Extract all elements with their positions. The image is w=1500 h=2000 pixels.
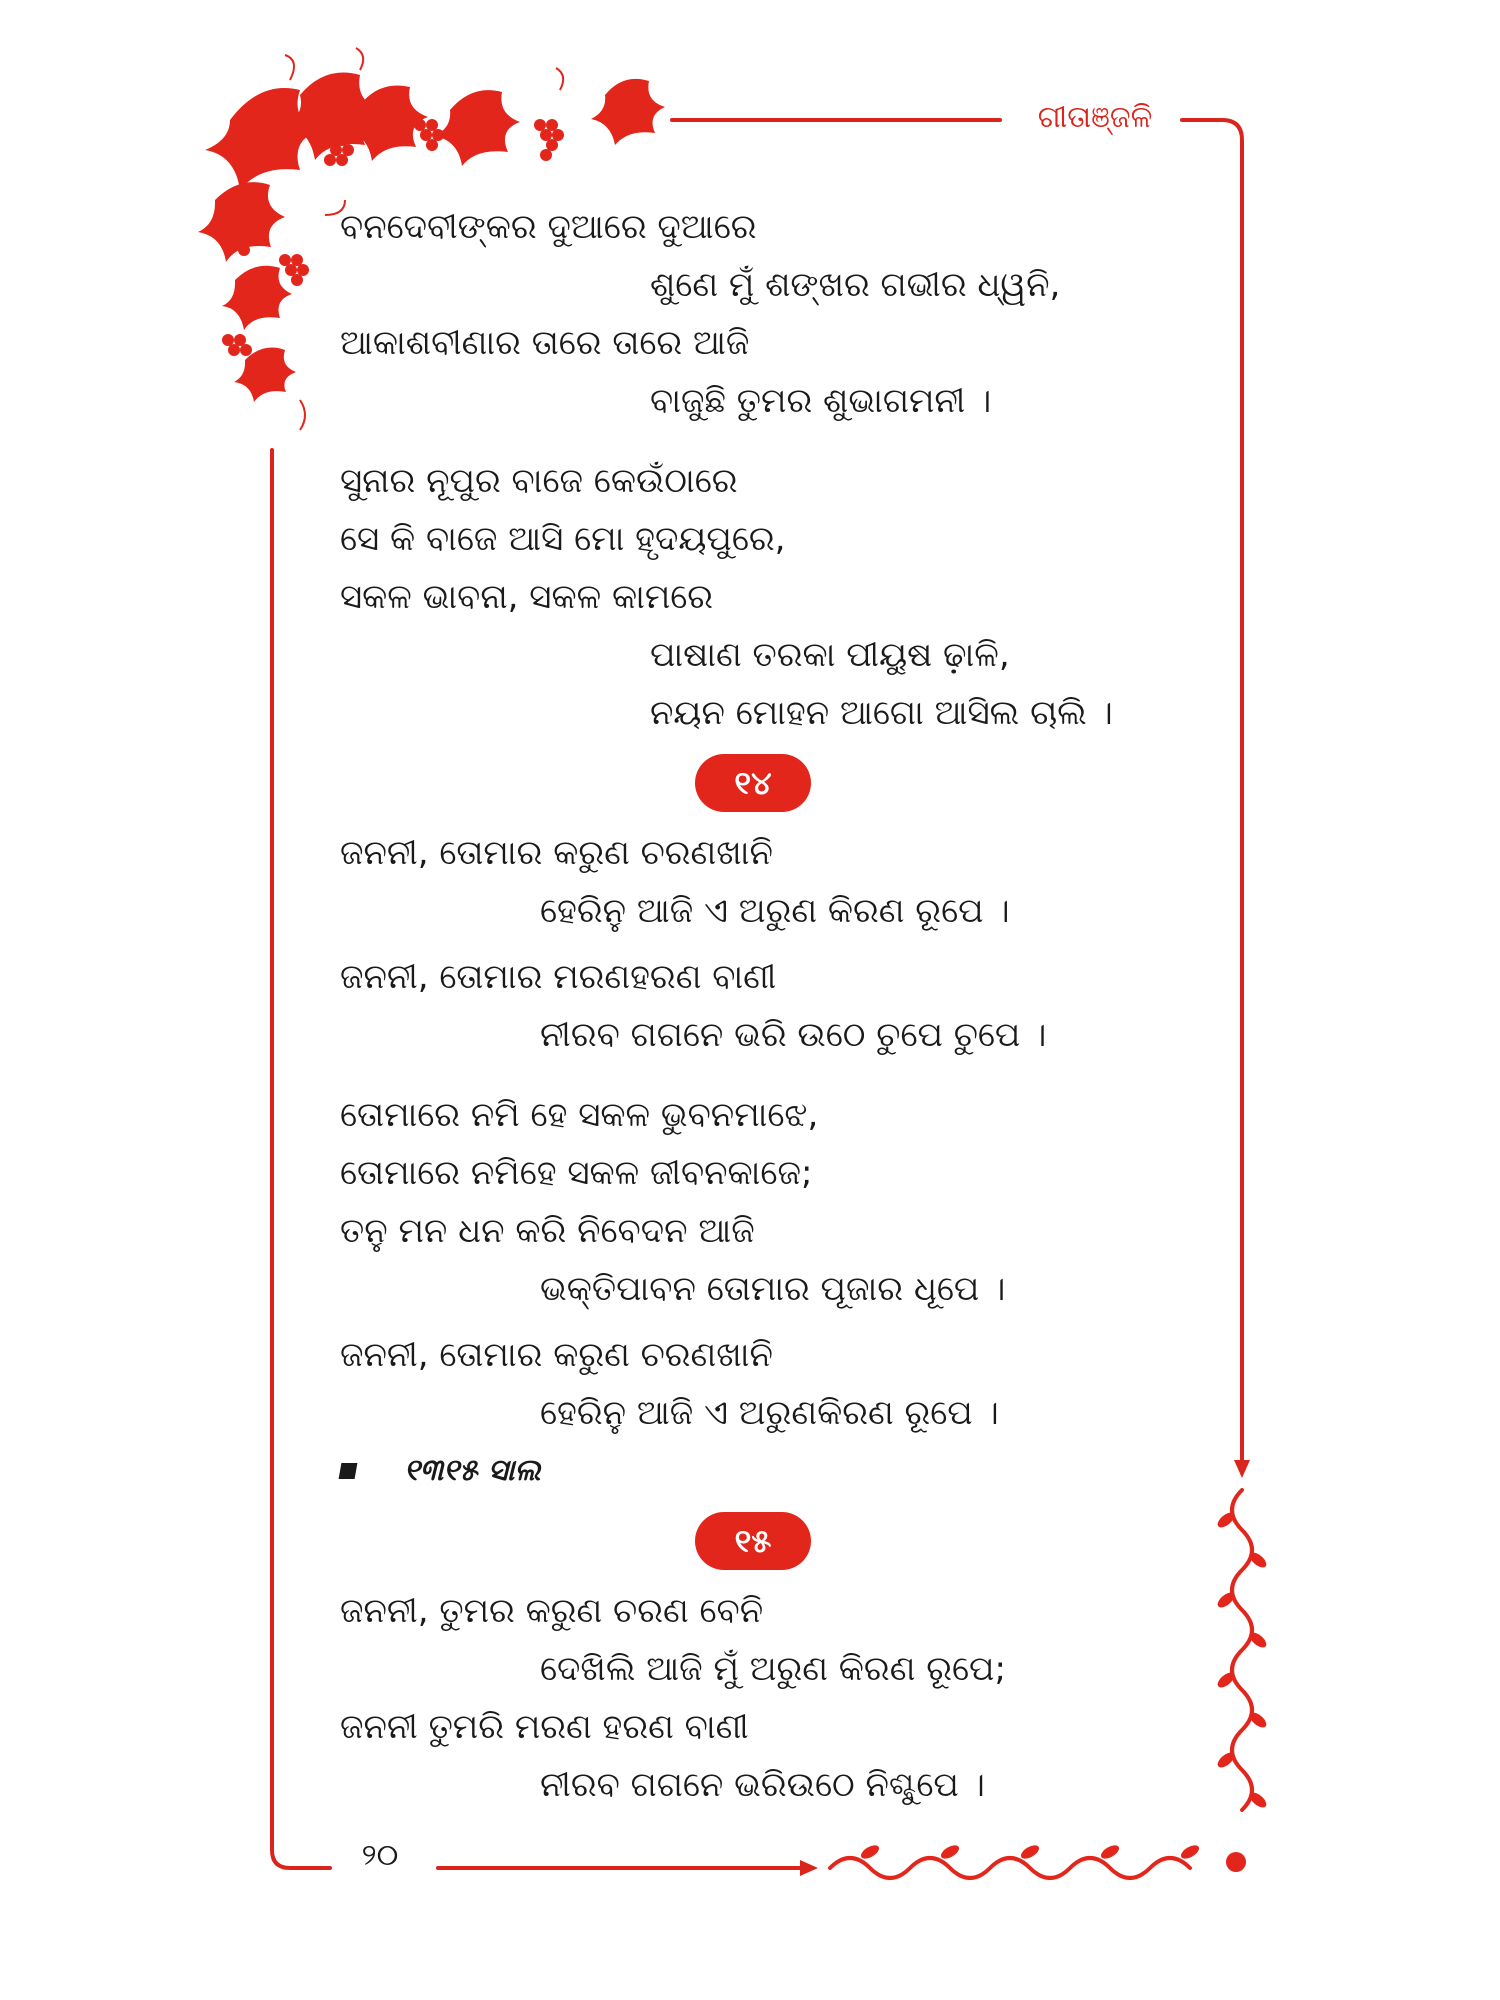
poem-15-stanza-1 xyxy=(340,1582,1200,1814)
poem-14-header xyxy=(340,742,1200,824)
poem-line: ଶୁଣେ ମୁଁ ଶଙ୍ଖର ଗଭୀର ଧ୍ୱନି, xyxy=(650,265,1061,305)
poem-line: ଭକ୍ତିପାବନ ତୋମାର ପୂଜାର ଧୂପେ । xyxy=(540,1269,1006,1309)
poem-14-stanza-4 xyxy=(340,1326,1200,1442)
poem-line: ପାଷାଣ ତରକା ପୀୟୁଷ ଢ଼ାଳି, xyxy=(650,635,1010,675)
date-note xyxy=(340,1442,1200,1500)
poem-line: ତନୁ ମନ ଧନ କରି ନିବେଦନ ଆଜି xyxy=(340,1211,755,1251)
poem-line: ହେରିନୁ ଆଜି ଏ ଅରୁଣ କିରଣ ରୂପେ । xyxy=(540,891,1010,931)
poem-line: ଜନନୀ, ତୁମର କରୁଣ ଚରଣ ବେନି xyxy=(340,1591,764,1631)
poem-line: ଜନନୀ, ତୋମାର କରୁଣ ଚରଣଖାନି xyxy=(340,1335,773,1375)
poem-line: ଜନନୀ, ତୋମାର କରୁଣ ଚରଣଖାନି xyxy=(340,833,773,873)
poem-number-badge: ୧୪ xyxy=(695,754,811,812)
poem-14-stanza-1 xyxy=(340,824,1200,940)
page-content xyxy=(340,198,1200,1814)
poem-line: ନୀରବ ଗଗନେ ଭରି ଉଠେ ଚୁପେ ଚୁପେ । xyxy=(540,1015,1047,1055)
poem-line: ଆକାଶବୀଣାର ତାରେ ତାରେ ଆଜି xyxy=(340,323,750,363)
poem-line: ତୋମାରେ ନମି ହେ ସକଳ ଭୁବନମାଝେ, xyxy=(340,1095,819,1135)
poem-line: ସକଳ ଭାବନା, ସକଳ କାମରେ xyxy=(340,577,714,617)
poem-line: ନୀରବ ଗଗନେ ଭରିଉଠେ ନିଶ୍ଚୁପେ । xyxy=(540,1765,985,1805)
poem-14-stanza-2 xyxy=(340,948,1200,1064)
square-bullet-icon xyxy=(339,1463,358,1479)
poem-line: ସୁନାର ନୂପୁର ବାଜେ କେଉଁଠାରେ xyxy=(340,461,738,501)
poem-line: ସେ କି ବାଜେ ଆସି ମୋ ହୃଦୟପୁରେ, xyxy=(340,519,786,559)
running-title: ଗୀତାଞ୍ଜଳି xyxy=(1037,100,1153,135)
poem-line: ବାଜୁଛି ତୁମର ଶୁଭାଗମନୀ । xyxy=(650,381,992,421)
poem-line: ଜନନୀ ତୁମରି ମରଣ ହରଣ ବାଣୀ xyxy=(340,1707,749,1747)
poem-line: ଦେଖିଲି ଆଜି ମୁଁ ଅରୁଣ କିରଣ ରୂପେ; xyxy=(540,1649,1006,1689)
poem-number-badge: ୧୫ xyxy=(695,1512,811,1570)
poem-line: ତୋମାରେ ନମିହେ ସକଳ ଜୀବନକାଜେ; xyxy=(340,1153,813,1193)
page-number: ୨୦ xyxy=(361,1838,399,1873)
poem-15-header xyxy=(340,1500,1200,1582)
poem-14-stanza-3 xyxy=(340,1086,1200,1318)
date-note-text: ୧୩୧୫ ସାଲ xyxy=(404,1453,541,1488)
poem-line: ନୟନ ମୋହନ ଆଗୋ ଆସିଲ ଚାଲି । xyxy=(650,693,1113,733)
poem-13-stanza-1 xyxy=(340,198,1200,430)
poem-line: ଜନନୀ, ତୋମାର ମରଣହରଣ ବାଣୀ xyxy=(340,957,777,997)
poem-line: ବନଦେବୀଙ୍କର ଦୁଆରେ ଦୁଆରେ xyxy=(340,207,757,247)
poem-13-stanza-2 xyxy=(340,452,1200,742)
poem-line: ହେରିନୁ ଆଜି ଏ ଅରୁଣକିରଣ ରୂପେ । xyxy=(540,1393,999,1433)
